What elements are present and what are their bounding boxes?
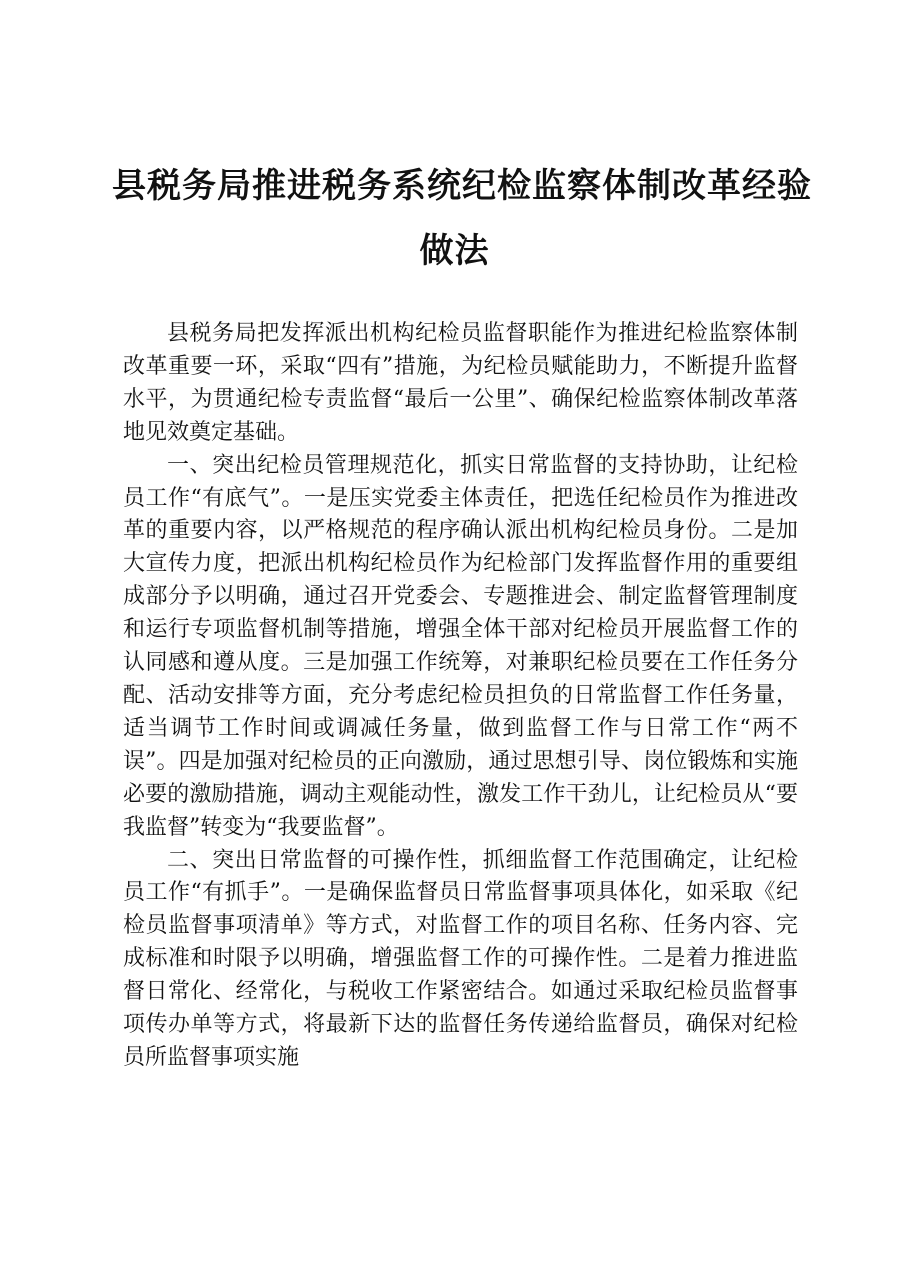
document-body <box>123 318 798 1075</box>
document-title-line-2: 做法 <box>419 231 490 271</box>
paragraph-intro: 县税务局把发挥派出机构纪检员监督职能作为推进纪检监察体制改革重要一环，采取“四有”措施，为纪检员赋能助力，不断提升监督水平，为贯通纪检专责监督“最后一公里”、确保纪检监察体制改革落地见效奠定基础。 <box>123 321 798 445</box>
paragraph-section-1: 一、突出纪检员管理规范化，抓实日常监督的支持协助，让纪检员工作“有底气”。一是压实党委主体责任，把选任纪检员作为推进改革的重要内容，以严格规范的程序确认派出机构纪检员身份。二是加大宣传力度，把派出机构纪检员作为纪检部门发挥监督作用的重要组成部分予以明确，通过召开党委会、专题推进会、制定监督管理制度和运行专项监督机制等措施，增强全体干部对纪检员开展监督工作的认同感和遵从度。三是加强工作统筹，对兼职纪检员要在工作任务分配、活动安排等方面，充分考虑纪检员担负的日常监督工作任务量，适当调节工作时间或调减任务量，做到监督工作与日常工作“两不误”。四是加强对纪检员的正向激励，通过思想引导、岗位锻炼和实施必要的激励措施，调动主观能动性，激发工作干劲儿，让纪检员从“要我监督”转变为“我要监督”。 <box>123 452 798 840</box>
document-title-line-1: 县税务局推进税务系统纪检监察体制改革经验 <box>112 166 812 206</box>
paragraph-section-2: 二、突出日常监督的可操作性，抓细监督工作范围确定，让纪检员工作“有抓手”。一是确保监督员日常监督事项具体化，如采取《纪检员监督事项清单》等方式，对监督工作的项目名称、任务内容、完成标准和时限予以明确，增强监督工作的可操作性。二是着力推进监督日常化、经常化，与税收工作紧密结合。如通过采取纪检员监督事项传办单等方式，将最新下达的监督任务传递给监督员，确保对纪检员所监督事项实施 <box>123 847 798 1070</box>
